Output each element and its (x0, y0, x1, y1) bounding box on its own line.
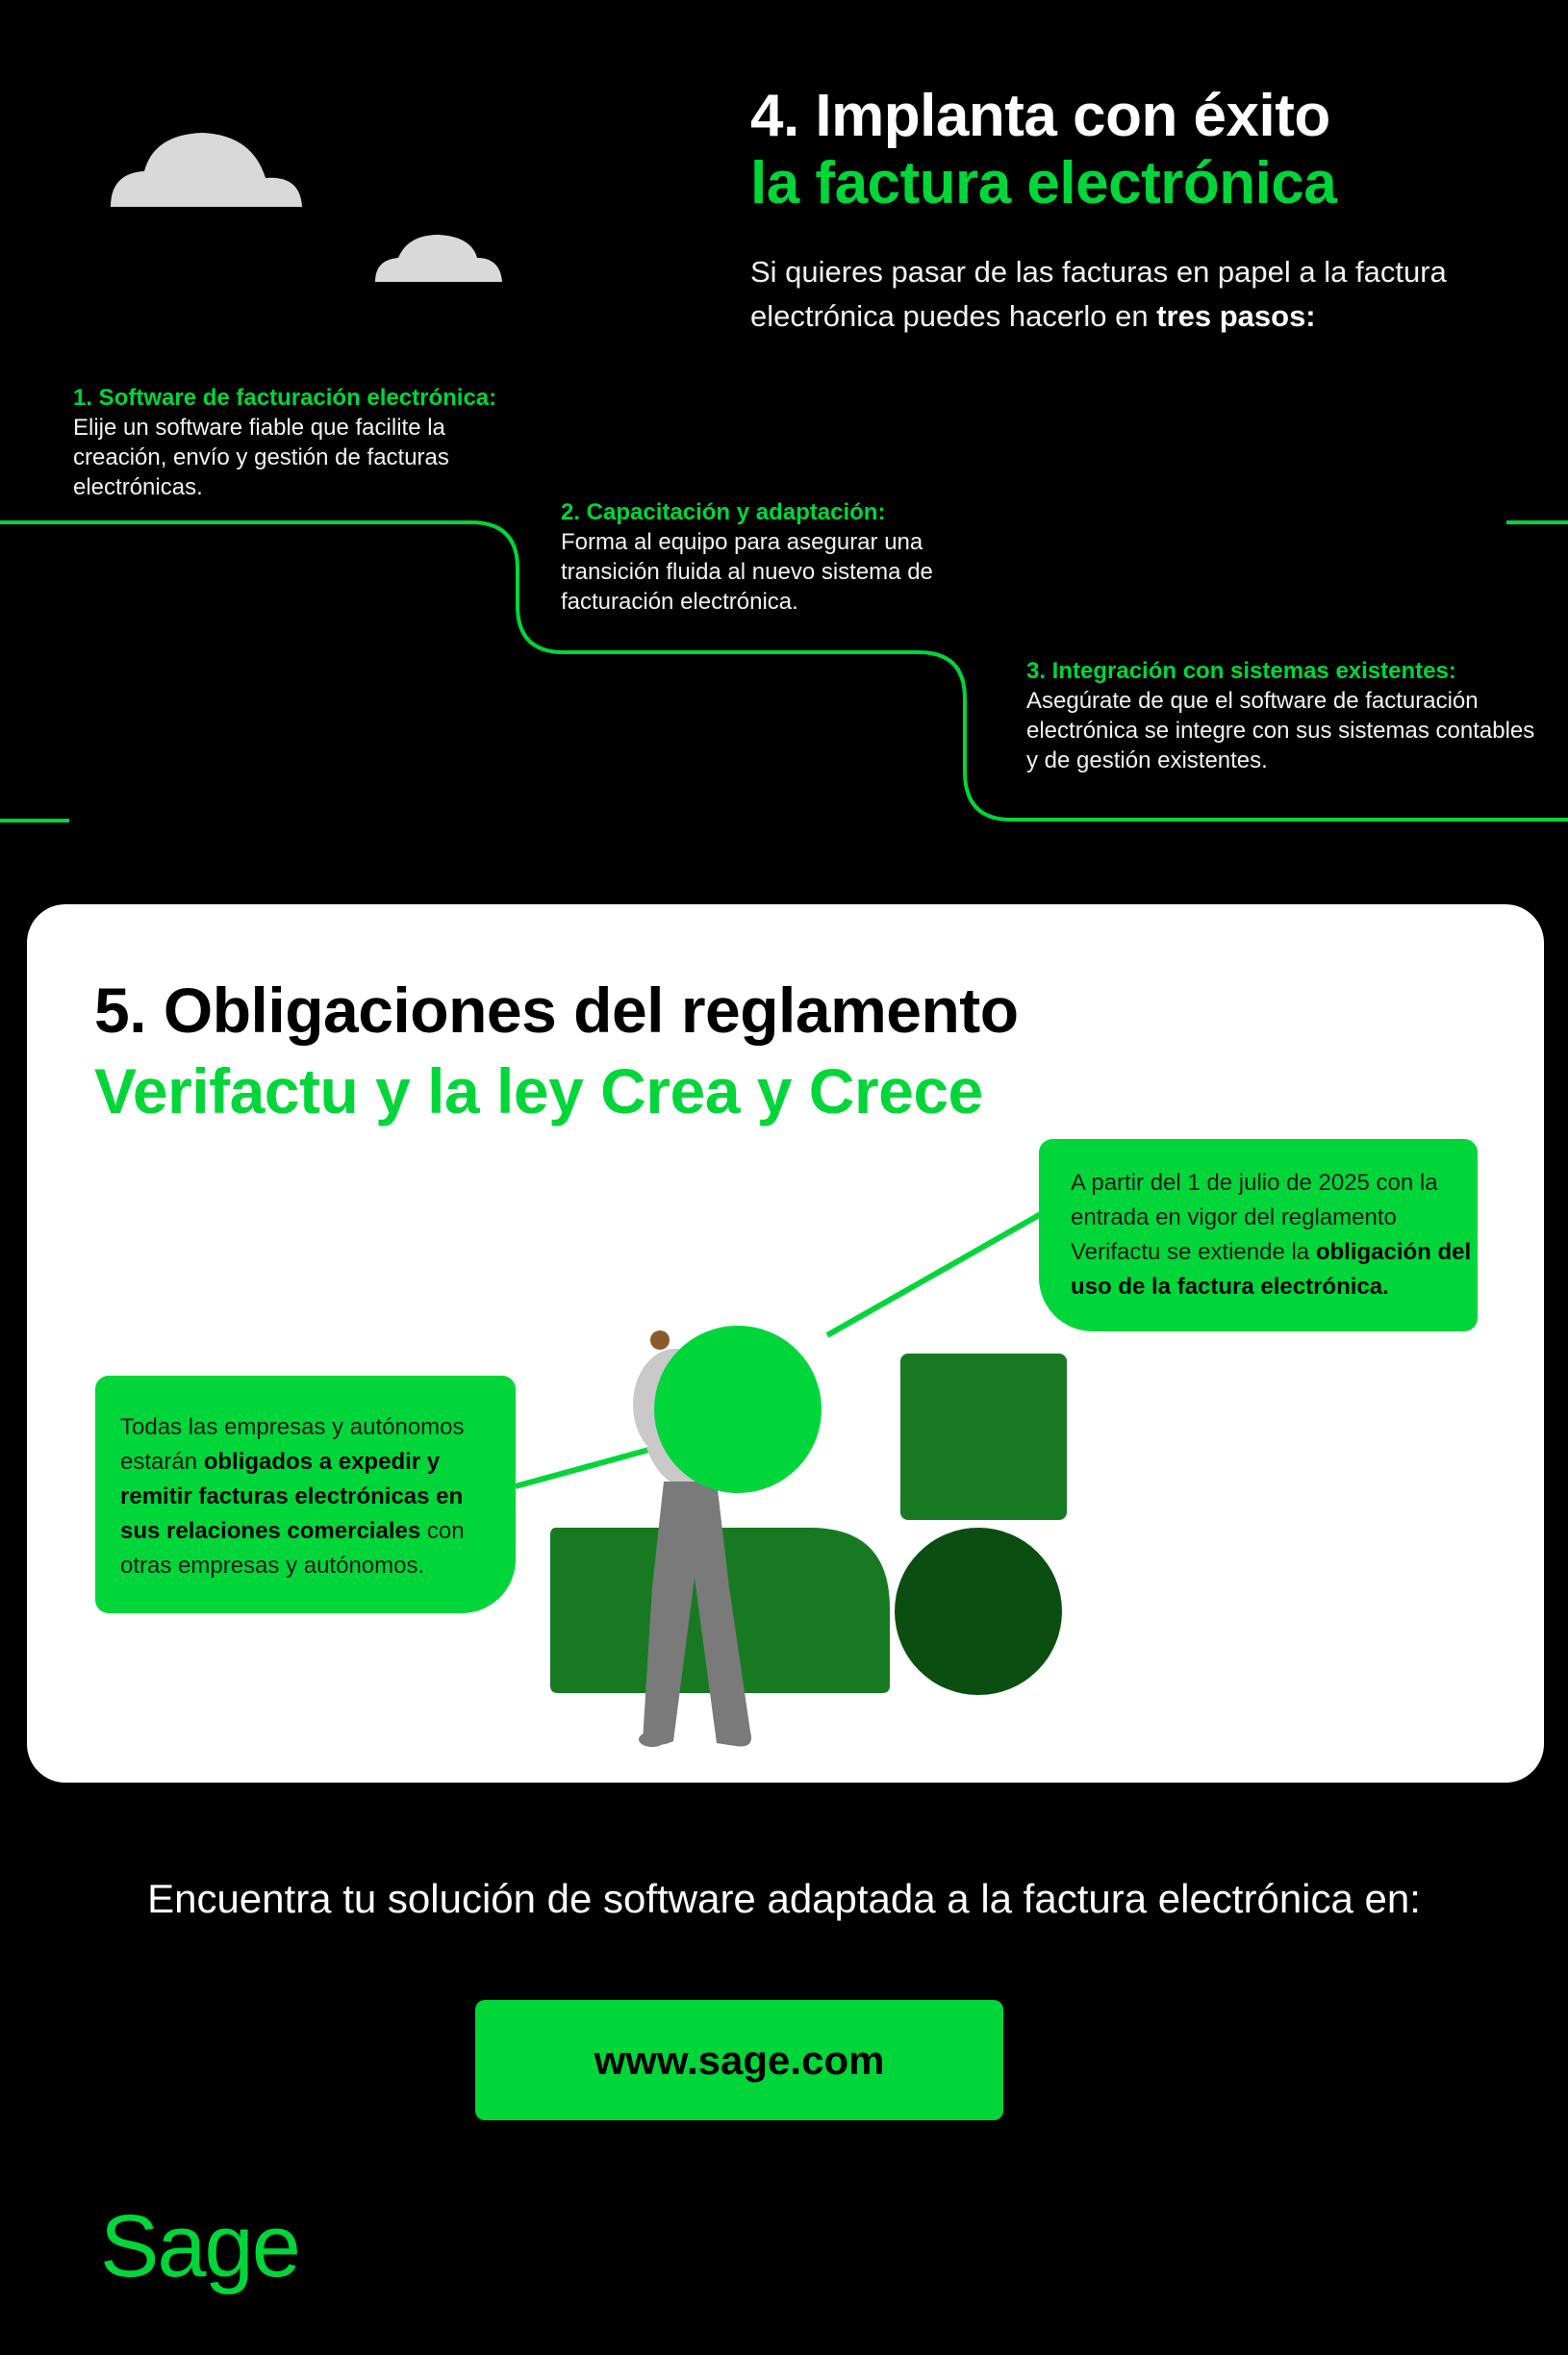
step-3-text: Asegúrate de que el software de facturación electrónica se integre con sus sistemas contables y de gestión existentes. (1026, 688, 1535, 773)
step-1-text: Elije un software fiable que facilite la creación, envío y gestión de facturas electrónicas. (73, 415, 449, 500)
section5-title-line1: 5. Obligaciones del reglamento (94, 975, 1019, 1046)
bubble-right-text: A partir del 1 de julio de 2025 con la entrada en vigor del reglamento Verifactu se extiende la (1071, 1170, 1438, 1265)
section5-title-line2: Verifactu y la ley Crea y Crece (94, 1055, 983, 1127)
section4-title-line2: la factura electrónica (750, 150, 1337, 216)
dark-green-square-shape (900, 1354, 1067, 1520)
section4-intro-text: Si quieres pasar de las facturas en papel a la factura electrónica puedes hacerlo en (750, 255, 1447, 333)
sage-logo: Sage (100, 2197, 299, 2295)
sage-website-button[interactable] (475, 2000, 1003, 2120)
bubble-left-bold: obligados a expedir y remitir facturas electrónicas en sus relaciones comerciales (120, 1449, 464, 1544)
section4-intro-bold: tres pasos: (1156, 299, 1316, 333)
step-2-text: Forma al equipo para asegurar una transición fluida al nuevo sistema de facturación electrónica. (561, 529, 933, 615)
darkest-green-circle-shape (895, 1528, 1062, 1695)
bubble-right-bold: obligación del uso de la factura electrónica. (1071, 1239, 1472, 1300)
section5-title (94, 970, 1019, 1131)
sage-website-button-label: www.sage.com (594, 2037, 885, 2083)
step-3-title: 3. Integración con sistemas existentes: (1026, 658, 1456, 684)
bright-green-circle-shape (654, 1326, 822, 1493)
obligation-bubble-right (1039, 1139, 1478, 1331)
bubble-left-text-before: Todas las empresas y autónomos estarán (120, 1414, 465, 1475)
bubble-left-text-after: con otras empresas y autónomos. (120, 1518, 465, 1579)
section4-title-line1: 4. Implanta con éxito (750, 83, 1330, 149)
connector-line-right (827, 1214, 1041, 1335)
step-1-title: 1. Software de facturación electrónica: (73, 385, 497, 411)
obligation-bubble-left (95, 1376, 516, 1613)
cta-text: Encuentra tu solución de software adaptada a la factura electrónica en: (147, 1876, 1421, 1921)
step-2-title: 2. Capacitación y adaptación: (561, 499, 886, 525)
